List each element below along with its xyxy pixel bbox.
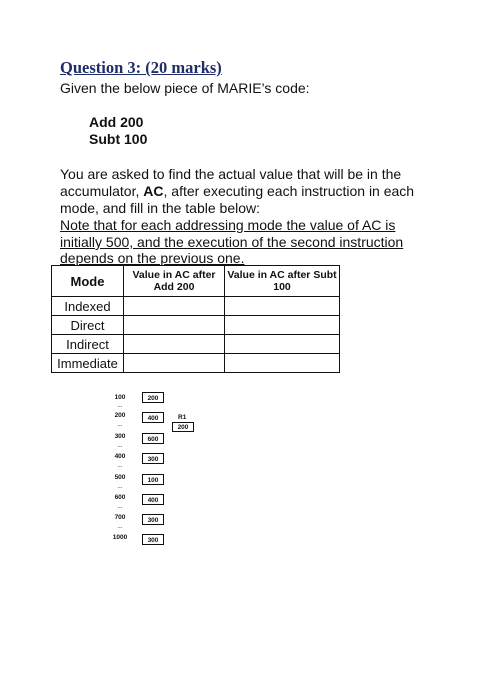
memory-cell: 300 [142,534,164,545]
memory-cell: 100 [142,474,164,485]
answer-cell-add[interactable] [124,354,225,373]
memory-cell: 400 [142,412,164,423]
mode-cell: Immediate [52,354,124,373]
answer-cell-subt[interactable] [225,354,340,373]
memory-address: 200 [114,412,126,419]
code-line-1: Add 200 [89,114,144,130]
header-mode: Mode [52,266,124,297]
answer-cell-subt[interactable] [225,316,340,335]
table-row [52,335,340,354]
register-label: R1 [178,414,187,421]
memory-address: 1000 [112,534,128,541]
memory-ellipsis: ... [117,524,123,530]
memory-ellipsis: ... [117,443,123,449]
answer-cell-add[interactable] [124,297,225,316]
note-line-1: Note that for each addressing mode the value of AC is [60,217,396,233]
memory-address: 600 [114,494,126,501]
answer-cell-add[interactable] [124,316,225,335]
mode-cell: Indexed [52,297,124,316]
note-line-2: initially 500, and the execution of the second instruction [60,234,404,250]
accumulator-abbrev: AC [143,183,164,199]
header-add: Value in AC after Add 200 [124,266,225,297]
paragraph-line-2 [60,183,414,200]
memory-ellipsis: ... [117,484,123,490]
answer-table [51,265,340,373]
table-row [52,297,340,316]
answer-table-header [52,266,340,297]
memory-address: 100 [114,394,126,401]
answer-cell-add[interactable] [124,335,225,354]
memory-cell: 200 [142,392,164,403]
paragraph-line-2-pre: accumulator, [60,183,144,199]
memory-address: 700 [114,514,126,521]
memory-cell: 300 [142,514,164,525]
paragraph-line-1: You are asked to find the actual value that will be in the [60,166,402,182]
memory-cell: 300 [142,453,164,464]
memory-cell: 600 [142,433,164,444]
paragraph-line-3: mode, and fill in the table below: [60,200,261,216]
memory-ellipsis: ... [117,422,123,428]
memory-address: 300 [114,433,126,440]
mode-cell: Direct [52,316,124,335]
memory-ellipsis: ... [117,403,123,409]
paragraph-line-2-post: , after executing each instruction in each [163,183,415,199]
memory-cell: 400 [142,494,164,505]
intro-text: Given the below piece of MARIE’s code: [60,80,310,96]
answer-cell-subt[interactable] [225,335,340,354]
answer-cell-subt[interactable] [225,297,340,316]
mode-cell: Indirect [52,335,124,354]
header-subt: Value in AC after Subt 100 [225,266,340,297]
table-row [52,354,340,373]
code-line-2: Subt 100 [89,131,148,147]
memory-ellipsis: ... [117,504,123,510]
memory-address: 500 [114,474,126,481]
question-title: Question 3: (20 marks) [60,58,222,77]
table-row [52,316,340,335]
register-value: 200 [172,422,194,432]
note-line-3: depends on the previous one. [60,250,245,266]
memory-ellipsis: ... [117,463,123,469]
memory-address: 400 [114,453,126,460]
